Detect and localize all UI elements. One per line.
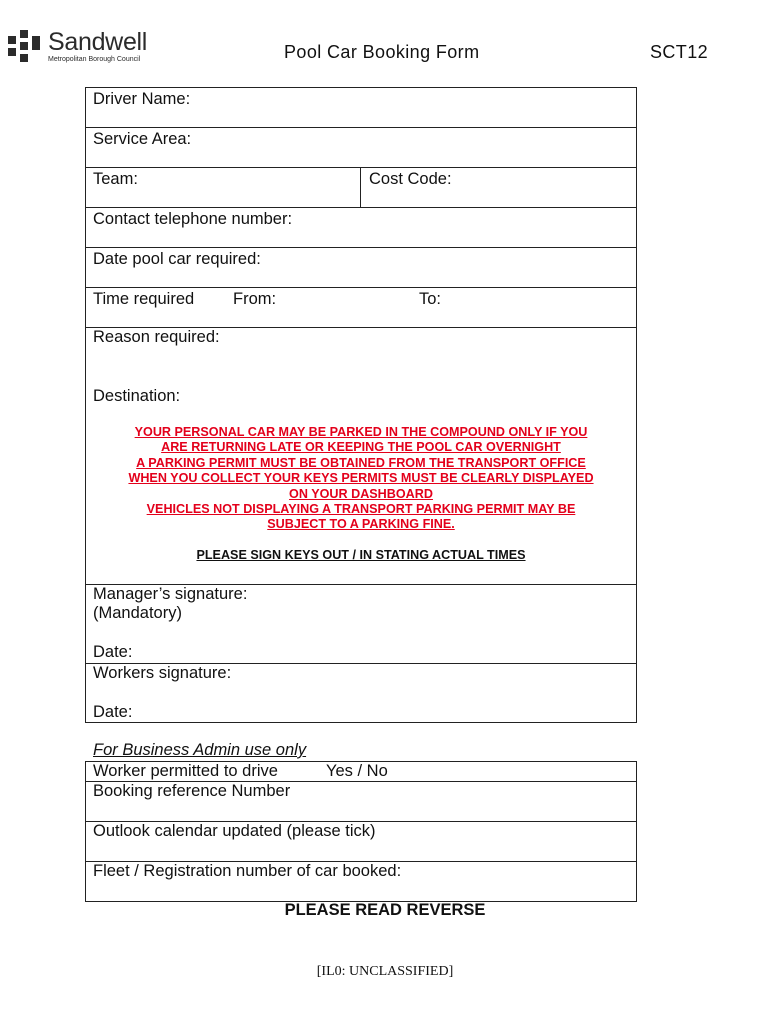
manager-signature-field[interactable] — [86, 585, 636, 664]
workers-date-label: Date: — [93, 703, 133, 721]
warning-line: ARE RETURNING LATE OR KEEPING THE POOL CAR OVERNIGHT — [161, 440, 561, 455]
service-area-field[interactable] — [86, 128, 636, 168]
manager-date-label: Date: — [93, 643, 133, 661]
warning-line: A PARKING PERMIT MUST BE OBTAINED FROM THE TRANSPORT OFFICE — [136, 455, 586, 470]
classification-footer: [IL0: UNCLASSIFIED] — [316, 964, 454, 979]
outlook-updated-field[interactable] — [86, 822, 636, 862]
booking-reference-field[interactable] — [86, 782, 636, 822]
form-code: SCT12 — [650, 42, 709, 62]
reason-destination-section[interactable] — [86, 328, 636, 585]
contact-phone-label: Contact telephone number: — [93, 210, 293, 228]
workers-signature-label: Workers signature: — [93, 664, 232, 682]
time-required-label: Time required — [93, 290, 195, 308]
admin-table — [85, 761, 637, 902]
yes-no-option[interactable]: Yes / No — [326, 762, 388, 780]
mandatory-label: (Mandatory) — [93, 604, 182, 622]
workers-signature-field[interactable] — [86, 664, 636, 722]
fleet-registration-label: Fleet / Registration number of car booked: — [93, 862, 402, 880]
page-title: Pool Car Booking Form — [284, 42, 480, 62]
booking-form-table — [85, 87, 637, 723]
cost-code-label: Cost Code: — [369, 170, 452, 188]
team-cost-row — [86, 168, 636, 208]
worker-permitted-row[interactable] — [86, 762, 636, 782]
sign-keys-note: PLEASE SIGN KEYS OUT / IN STATING ACTUAL TIMES — [196, 548, 526, 562]
worker-permitted-label: Worker permitted to drive — [93, 762, 278, 780]
time-to-label: To: — [419, 290, 442, 308]
manager-signature-label: Manager’s signature: — [93, 585, 248, 603]
contact-phone-field[interactable] — [86, 208, 636, 248]
warning-line: ON YOUR DASHBOARD — [289, 486, 433, 501]
parking-warning — [86, 425, 636, 533]
reason-required-label: Reason required: — [93, 328, 220, 346]
logo-name: Sandwell — [48, 28, 148, 56]
driver-name-label: Driver Name: — [93, 90, 191, 108]
fleet-registration-field[interactable] — [86, 862, 636, 901]
warning-line: YOUR PERSONAL CAR MAY BE PARKED IN THE COMPOUND ONLY IF YOU — [134, 425, 588, 439]
logo-mark-icon — [8, 30, 48, 66]
council-logo — [8, 30, 178, 70]
destination-label: Destination: — [93, 387, 181, 405]
warning-line: SUBJECT TO A PARKING FINE. — [267, 517, 455, 532]
warning-line: WHEN YOU COLLECT YOUR KEYS PERMITS MUST BE CLEARLY DISPLAYED — [128, 471, 594, 486]
time-required-field[interactable] — [86, 288, 636, 328]
booking-reference-label: Booking reference Number — [93, 782, 291, 800]
driver-name-field[interactable] — [86, 88, 636, 128]
date-required-label: Date pool car required: — [93, 250, 261, 268]
warning-line: VEHICLES NOT DISPLAYING A TRANSPORT PARKING PERMIT MAY BE — [146, 502, 576, 517]
service-area-label: Service Area: — [93, 130, 192, 148]
read-reverse-note: PLEASE READ REVERSE — [284, 901, 486, 919]
logo-subtitle: Metropolitan Borough Council — [48, 56, 141, 63]
date-required-field[interactable] — [86, 248, 636, 288]
outlook-updated-label: Outlook calendar updated (please tick) — [93, 822, 376, 840]
time-from-label: From: — [233, 290, 277, 308]
column-divider — [360, 168, 361, 207]
team-label: Team: — [93, 170, 138, 188]
admin-section-title: For Business Admin use only — [93, 741, 307, 759]
